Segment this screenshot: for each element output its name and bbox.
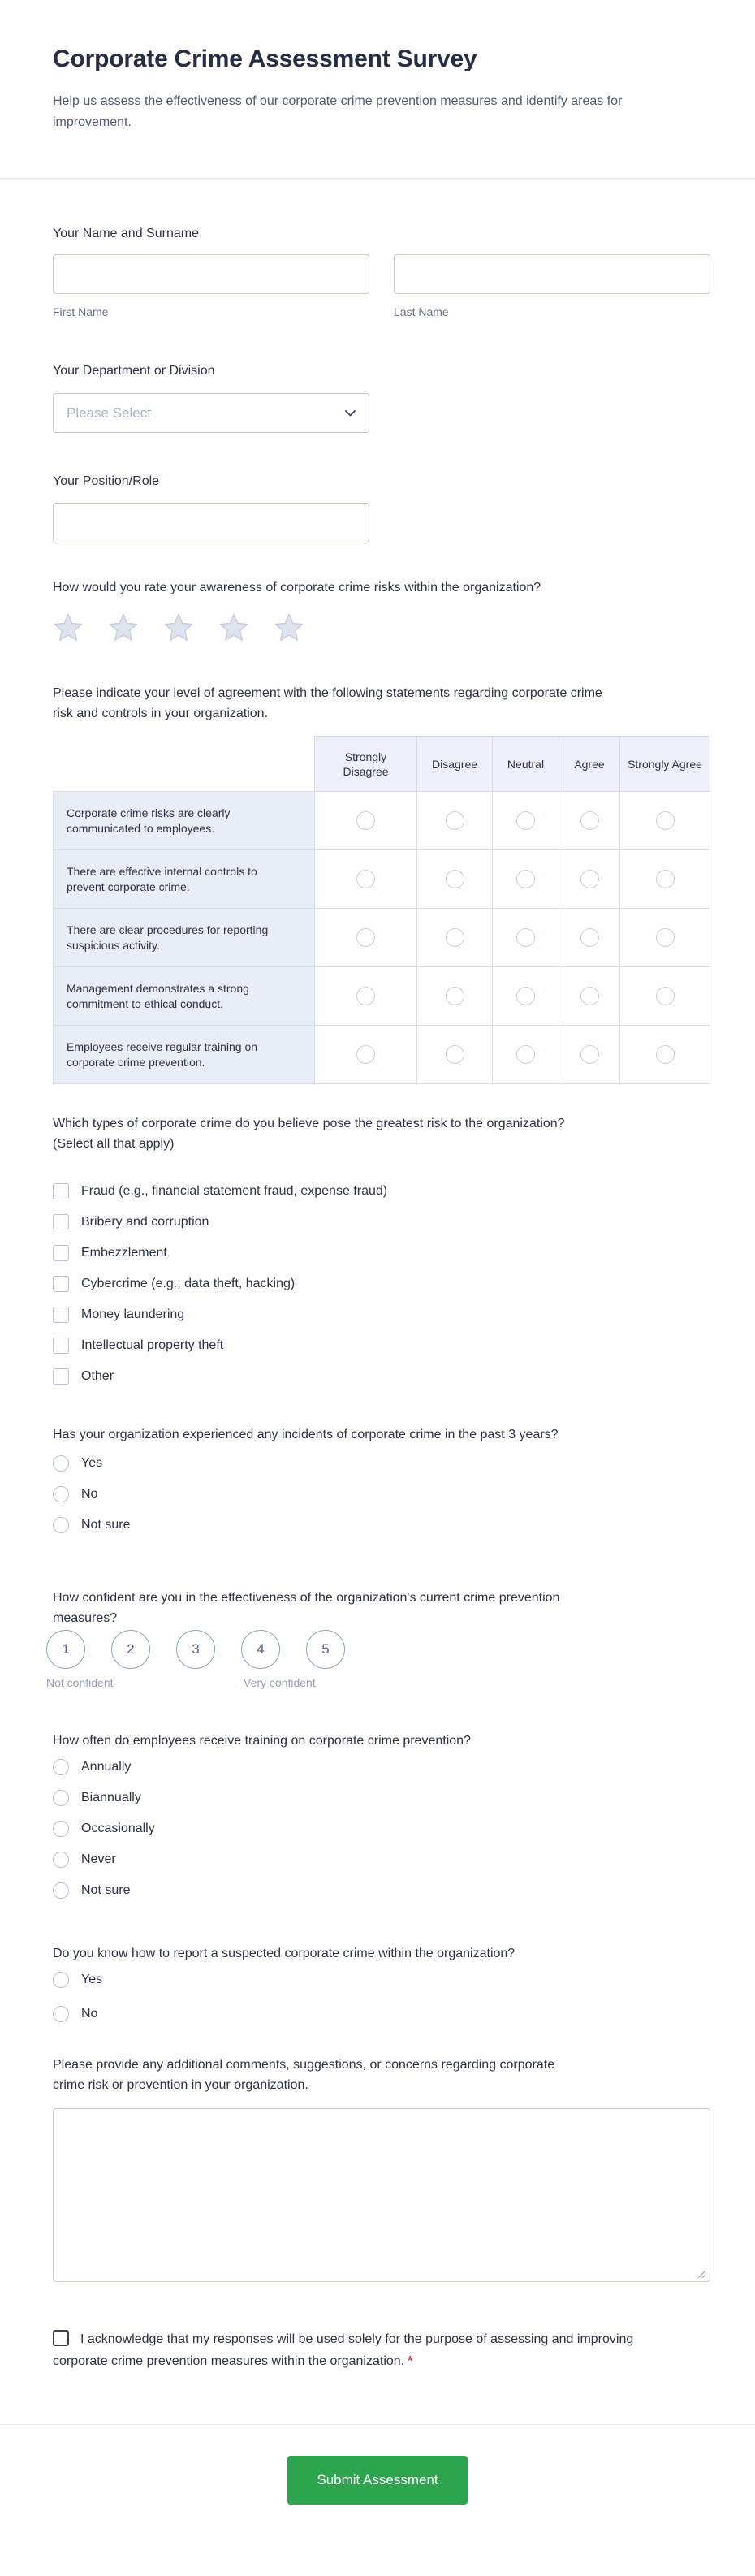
acknowledgement-checkbox[interactable]	[53, 2330, 69, 2346]
matrix-radio-cell[interactable]	[559, 850, 620, 909]
table-row	[54, 967, 710, 1026]
radio-option[interactable]: No	[53, 2006, 710, 2022]
checkbox-option[interactable]: Other	[53, 1368, 710, 1385]
reporting-question-label: Do you know how to report a suspected corporate crime within the organization?	[53, 1947, 516, 1960]
star-icon[interactable]	[218, 613, 249, 644]
form-subtitle: Help us assess the effectiveness of our corporate crime prevention measures and identify areas for improvement.	[53, 94, 623, 129]
matrix-row-label: There are effective internal controls to prevent corporate crime.	[54, 850, 315, 909]
matrix-radio-cell[interactable]	[620, 967, 710, 1026]
radio-icon	[53, 1882, 69, 1899]
reporting-options	[53, 1972, 710, 2022]
last-name-sublabel: Last Name	[394, 305, 449, 318]
matrix-row-label: There are clear procedures for reporting suspicious activity.	[54, 909, 315, 967]
matrix-radio-cell[interactable]	[493, 792, 559, 850]
radio-icon	[446, 1045, 464, 1064]
department-question-label: Your Department or Division	[53, 364, 215, 378]
radio-icon	[53, 1486, 69, 1502]
checkbox-icon	[53, 1307, 69, 1323]
radio-icon	[516, 987, 535, 1005]
matrix-radio-cell[interactable]	[620, 850, 710, 909]
matrix-column-header: Disagree	[417, 737, 493, 792]
first-name-input[interactable]	[53, 254, 369, 294]
radio-icon	[656, 1045, 675, 1064]
matrix-radio-cell[interactable]	[315, 1026, 417, 1084]
radio-option[interactable]: Yes	[53, 1972, 710, 1988]
matrix-row-label: Management demonstrates a strong commitment to ethical conduct.	[54, 967, 315, 1026]
table-row	[54, 850, 710, 909]
agreement-matrix-label: Please indicate your level of agreement with the following statements regarding corporate crime risk and controls in your organization.	[53, 686, 602, 720]
scale-min-label: Not confident	[46, 1676, 114, 1689]
crime-types-question-label: Which types of corporate crime do you believe pose the greatest risk to the organization? (Select all that apply)	[53, 1117, 565, 1151]
incidents-options	[53, 1455, 710, 1533]
matrix-radio-cell[interactable]	[417, 850, 493, 909]
matrix-radio-cell[interactable]	[559, 792, 620, 850]
radio-option[interactable]: Not sure	[53, 1882, 710, 1899]
name-question-label: Your Name and Surname	[53, 227, 199, 240]
scale-option-2[interactable]: 2	[111, 1630, 150, 1669]
matrix-radio-cell[interactable]	[620, 909, 710, 967]
header-divider	[0, 178, 755, 179]
required-asterisk: *	[408, 2354, 413, 2368]
table-row	[54, 792, 710, 850]
checkbox-icon	[53, 1338, 69, 1354]
star-icon[interactable]	[108, 613, 139, 644]
matrix-radio-cell[interactable]	[559, 1026, 620, 1084]
matrix-radio-cell[interactable]	[493, 1026, 559, 1084]
radio-icon	[53, 1972, 69, 1988]
matrix-row-label: Employees receive regular training on corporate crime prevention.	[54, 1026, 315, 1084]
scale-option-1[interactable]: 1	[46, 1630, 85, 1669]
incidents-question-label: Has your organization experienced any incidents of corporate crime in the past 3 years?	[53, 1428, 559, 1441]
star-icon[interactable]	[53, 613, 84, 644]
comments-question-label: Please provide any additional comments, suggestions, or concerns regarding corporate crime risk or prevention in your organization.	[53, 2058, 555, 2092]
checkbox-option[interactable]: Fraud (e.g., financial statement fraud, expense fraud)	[53, 1183, 710, 1199]
matrix-radio-cell[interactable]	[417, 792, 493, 850]
department-select-placeholder: Please Select	[67, 404, 151, 421]
comments-textarea[interactable]	[53, 2108, 710, 2282]
radio-icon	[516, 928, 535, 947]
radio-icon	[53, 1821, 69, 1837]
matrix-radio-cell[interactable]	[315, 850, 417, 909]
table-row	[54, 1026, 710, 1084]
radio-icon	[656, 928, 675, 947]
scale-option-5[interactable]: 5	[306, 1630, 345, 1669]
form-header	[0, 0, 755, 178]
scale-option-4[interactable]: 4	[241, 1630, 280, 1669]
checkbox-icon	[53, 1183, 69, 1199]
radio-icon	[53, 1759, 69, 1775]
matrix-column-header: Strongly Agree	[620, 737, 710, 792]
matrix-radio-cell[interactable]	[620, 792, 710, 850]
table-row	[54, 909, 710, 967]
radio-option[interactable]: Occasionally	[53, 1821, 710, 1837]
checkbox-option[interactable]: Bribery and corruption	[53, 1214, 710, 1230]
radio-icon	[516, 870, 535, 888]
checkbox-icon	[53, 1368, 69, 1385]
checkbox-option[interactable]: Money laundering	[53, 1307, 710, 1323]
radio-icon	[580, 1045, 599, 1064]
submit-button[interactable]: Submit Assessment	[287, 2456, 468, 2505]
scale-labels	[46, 1676, 710, 1689]
radio-icon	[356, 928, 375, 947]
matrix-radio-cell[interactable]	[315, 909, 417, 967]
radio-icon	[580, 811, 599, 830]
radio-icon	[356, 811, 375, 830]
radio-icon	[656, 811, 675, 830]
scale-option-3[interactable]: 3	[176, 1630, 215, 1669]
radio-icon	[356, 987, 375, 1005]
checkbox-icon	[53, 1214, 69, 1230]
radio-icon	[656, 870, 675, 888]
matrix-radio-cell[interactable]	[315, 792, 417, 850]
matrix-radio-cell[interactable]	[417, 967, 493, 1026]
radio-icon	[356, 870, 375, 888]
radio-option[interactable]: Never	[53, 1852, 710, 1868]
awareness-question-label: How would you rate your awareness of corporate crime risks within the organization?	[53, 581, 541, 594]
radio-option[interactable]: Annually	[53, 1759, 710, 1775]
matrix-radio-cell[interactable]	[315, 967, 417, 1026]
chevron-down-icon	[345, 410, 356, 417]
star-rating	[53, 613, 710, 644]
crime-types-options	[53, 1183, 710, 1385]
acknowledgement	[53, 2328, 658, 2372]
checkbox-option[interactable]: Intellectual property theft	[53, 1338, 710, 1354]
resize-handle-icon[interactable]	[697, 2270, 706, 2279]
matrix-column-header: Neutral	[493, 737, 559, 792]
radio-icon	[446, 928, 464, 947]
radio-option[interactable]: Yes	[53, 1455, 710, 1472]
matrix-radio-cell[interactable]	[493, 909, 559, 967]
confidence-question-label: How confident are you in the effectiveness of the organization's current crime prevention measures?	[53, 1591, 560, 1625]
radio-option[interactable]: No	[53, 1486, 710, 1502]
radio-icon	[53, 1852, 69, 1868]
radio-icon	[446, 811, 464, 830]
acknowledgement-text: I acknowledge that my responses will be used solely for the purpose of assessing and improving corporate crime prevention measures within the organization.	[53, 2332, 634, 2368]
checkbox-option[interactable]: Embezzlement	[53, 1245, 710, 1261]
position-question-label: Your Position/Role	[53, 474, 160, 488]
matrix-column-header: Agree	[559, 737, 620, 792]
radio-icon	[356, 1045, 375, 1064]
training-question-label: How often do employees receive training on corporate crime prevention?	[53, 1734, 471, 1748]
matrix-corner-cell	[54, 737, 315, 792]
scale-max-label: Very confident	[244, 1676, 316, 1689]
checkbox-option[interactable]: Cybercrime (e.g., data theft, hacking)	[53, 1276, 710, 1292]
radio-icon	[53, 1790, 69, 1806]
radio-icon	[580, 928, 599, 947]
matrix-row-label: Corporate crime risks are clearly communicated to employees.	[54, 792, 315, 850]
matrix-radio-cell[interactable]	[620, 1026, 710, 1084]
checkbox-icon	[53, 1276, 69, 1292]
first-name-sublabel: First Name	[53, 305, 109, 318]
matrix-radio-cell[interactable]	[493, 850, 559, 909]
matrix-radio-cell[interactable]	[417, 909, 493, 967]
matrix-column-header: Strongly Disagree	[315, 737, 417, 792]
matrix-radio-cell[interactable]	[559, 909, 620, 967]
radio-icon	[446, 987, 464, 1005]
radio-option[interactable]: Biannually	[53, 1790, 710, 1806]
department-select[interactable]	[53, 393, 369, 433]
agreement-matrix-table	[53, 736, 710, 1084]
radio-icon	[53, 1455, 69, 1472]
matrix-radio-cell[interactable]	[559, 967, 620, 1026]
radio-option[interactable]: Not sure	[53, 1517, 710, 1533]
last-name-input[interactable]	[394, 254, 710, 294]
radio-icon	[53, 2006, 69, 2022]
radio-icon	[446, 870, 464, 888]
radio-icon	[580, 987, 599, 1005]
radio-icon	[53, 1517, 69, 1533]
radio-icon	[516, 1045, 535, 1064]
checkbox-icon	[53, 1245, 69, 1261]
star-icon[interactable]	[163, 613, 194, 644]
radio-icon	[656, 987, 675, 1005]
star-icon[interactable]	[274, 613, 304, 644]
position-input[interactable]	[53, 503, 369, 542]
radio-icon	[580, 870, 599, 888]
training-options	[53, 1759, 710, 1899]
page-title: Corporate Crime Assessment Survey	[53, 45, 477, 72]
matrix-radio-cell[interactable]	[493, 967, 559, 1026]
confidence-scale	[46, 1630, 710, 1669]
radio-icon	[516, 811, 535, 830]
matrix-radio-cell[interactable]	[417, 1026, 493, 1084]
